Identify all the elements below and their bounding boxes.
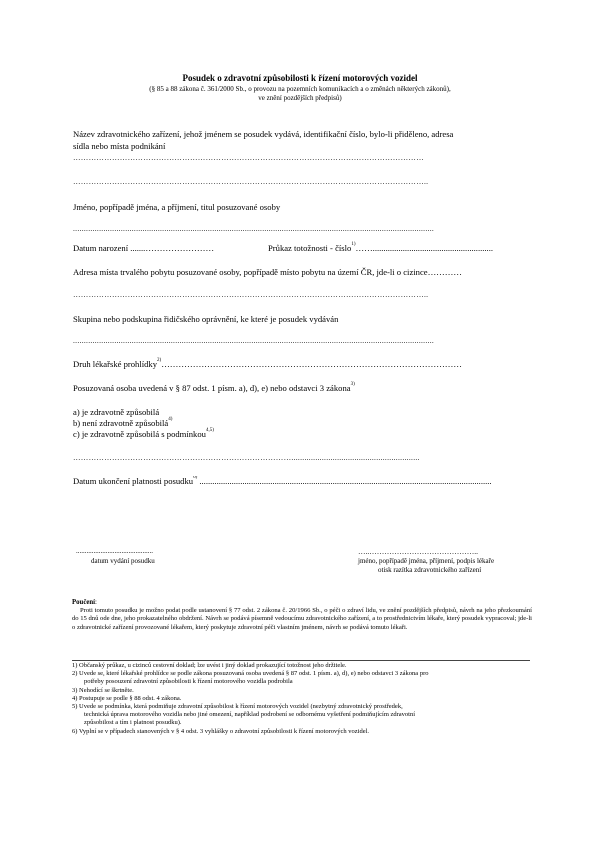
footnote-5-line-2: technická úprava motorového vozidla nebo jiné omezení, například podrobení se odbornému vyšetření podmiňujícím zdravotní [84,711,416,719]
dob-field[interactable] [73,243,214,253]
exam-footnote-ref: 2) [157,358,162,363]
exam-type-label: Druh lékařské prohlídky [73,359,158,369]
validity-ref: 6) [193,476,198,480]
document-title: Posudek o zdravotní způsobilosti k řízení motorových vozidel [182,73,418,83]
issue-date-label: datum vydání posudku [91,557,155,565]
footnote-5-line-3: způsobilost a tím i platnost posudku). [84,719,182,727]
footnote-2-line-2: potřeby posouzení zdravotní způsobilosti k řízení motorového vozidla podrobila [84,678,293,686]
issue-date-dotline[interactable]: ............................................ [76,547,153,555]
name-label: Jméno, popřípadě jména, a příjmení, titul posuzované osoby [73,202,281,212]
licence-group-dotline[interactable]: ...................................................................................................................................................................... [73,336,435,345]
footnote-1: 1) Občanský průkaz, u cizinců cestovní doklad; lze uvést i jiný doklad prokazující totožnost jeho držitele. [72,662,347,669]
id-field[interactable] [268,243,493,253]
doctor-signature-dotline[interactable]: …..…………………………………….. [358,547,478,556]
option-conditional-ref: 4,5) [205,428,214,433]
condition-dotline[interactable]: …………………………………………………………………………........................................................... [73,453,420,462]
option-unfit-ref: 4) [168,417,173,422]
footnote-6: 6) Vyplní se v případech stanovených v § 4 odst. 3 vyhlášky o zdravotní způsobilosti k řízení motorových vozidel. [72,727,370,735]
option-conditional-label: c) je zdravotně způsobilá s podmínkou [73,429,206,439]
dob-dots: .......…………………… [128,243,215,253]
footnote-divider [72,660,530,661]
instructions-heading-colon: : [95,599,97,606]
footnote-2-line-1: 2) Uvede se, které lékařské prohlídce se podle zákona posuzovaná osoba uvedená § 87 odst. 1 písm. a), d), e) nebo odstavci 3 zákona pro [72,670,429,678]
footnote-4: 4) Postupuje se podle § 88 odst. 4 zákona. [72,694,182,702]
footnote-3: 3) Nehodící se škrtněte. [72,686,134,694]
footnotes [72,662,532,736]
instructions-heading [72,599,97,606]
doctor-signature-label-2: otisk razítka zdravotnického zařízení [378,566,482,574]
address-dotline[interactable]: ……………………………………………………………………………………………………………………….. [73,290,429,299]
instructions-text: Proti tomuto posudku je možno podat podle ustanovení § 77 odst. 2 zákona č. 20/1966 Sb., o péči o zdraví lidu, ve znění pozdějších předpisů, návrh na jeho přezkoumání do 15 dnů ode dne, jeho prokazatelného obdržení. Návrh se podává písemně vedoucímu zdravotnického zařízení, a to prostřednictvím lékaře, který posudek vypracoval; jde-li o zdravotnické zařízení provozované lékařem, který poskytuje zdravotní péči vlastním jménem, návrh se podává tomuto lékaři. [72,607,532,631]
validity-field[interactable] [73,476,531,486]
assessed-label: Posuzovaná osoba uvedená v § 87 odst. 1 písm. a), d), e) nebo odstavci 3 zákona [73,383,351,393]
validity-dots: ........................................................................................................................................ [197,476,492,486]
assessed-statement [73,383,355,393]
option-unfit-label: b) není zdravotně způsobilá [73,418,169,428]
dob-label: Datum narození [73,243,129,253]
validity-label: Datum ukončení platnosti posudku [73,476,194,486]
facility-dotline-2[interactable]: ……………………………………………………………………………………………………………………….. [73,177,429,186]
doctor-signature-label-1: jméno, popřípadě jména, příjmení, podpis lékaře [358,557,495,565]
subtitle-line-1: (§ 85 a 88 zákona č. 361/2000 Sb., o provozu na pozemních komunikacích a o změnách některých zákonů), [149,85,451,93]
exam-type-field[interactable] [73,359,462,369]
licence-group-label: Skupina nebo podskupina řidičského oprávnění, ke které je posudek vydáván [73,314,339,324]
option-fit[interactable]: a) je zdravotně způsobilá [73,407,160,417]
exam-dots: …………………………………………………………………………………………… [161,359,462,369]
instructions-heading-text: Poučení [72,599,96,606]
id-label: Průkaz totožnosti - číslo [268,243,352,253]
facility-label-line-2: sídla nebo místa podnikání [73,141,166,151]
facility-label-line-1: Název zdravotnického zařízení, jehož jménem se posudek vydává, identifikační číslo, bylo-li přiděleno, adresa [73,129,454,139]
option-unfit[interactable] [73,418,172,428]
address-label: Adresa místa trvalého pobytu posuzované osoby, popřípadě místo pobytu na území ČR, jde-li o cizince………… [73,267,462,277]
facility-dotline-1[interactable]: ……………………………………………………………………………………………………………………… [73,153,424,162]
option-conditional[interactable] [73,429,214,439]
name-dotline[interactable]: ...................................................................................................................................................................... [73,224,435,233]
id-dots: ……........................................................ [355,243,493,253]
footnote-5-line-1: 5) Uvede se podmínka, která podmiňuje zdravotní způsobilost k řízení motorových vozidel (nezbytný zdravotnický prostředek, [72,703,403,711]
subtitle-line-2: ve znění pozdějších předpisů) [258,94,342,102]
assessed-footnote-ref: 3) [350,382,355,387]
id-footnote-ref: 1) [351,242,356,247]
